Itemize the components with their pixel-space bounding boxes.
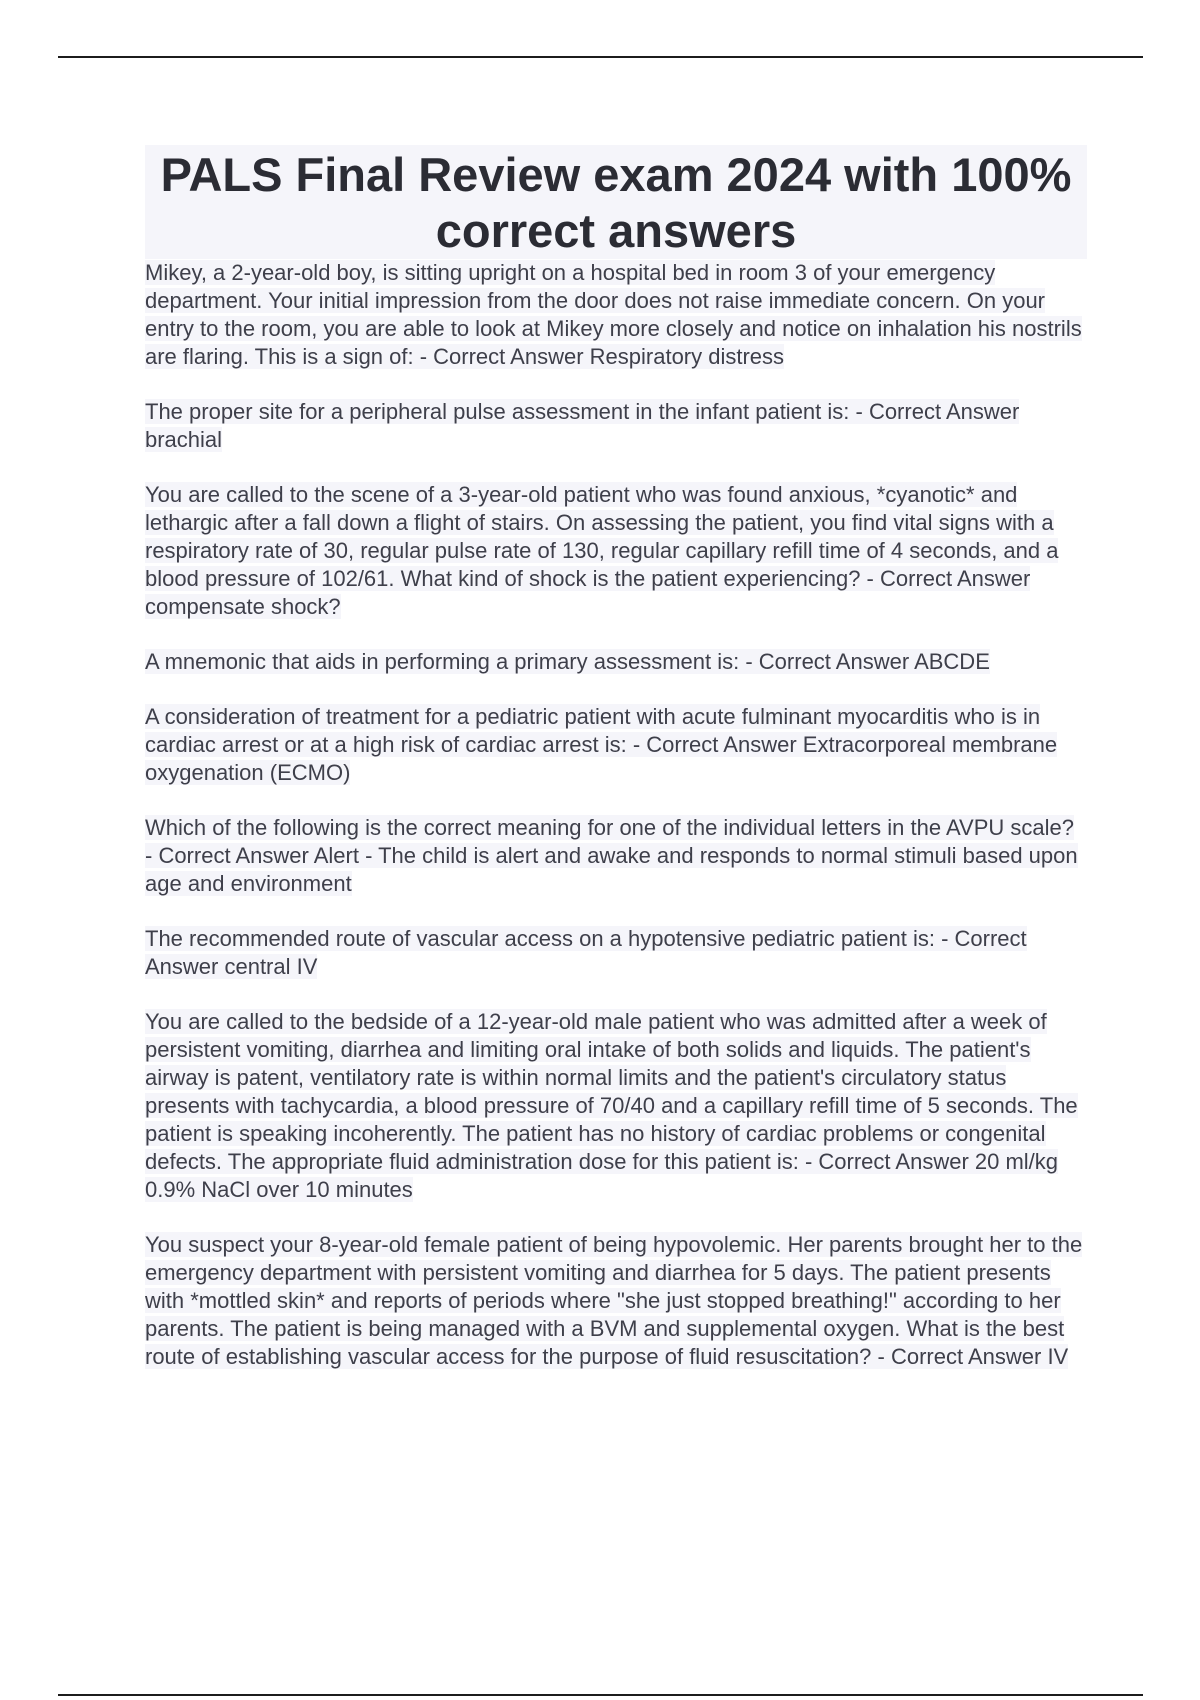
qa-entry: [145, 398, 1087, 454]
qa-text: You are called to the bedside of a 12-year-old male patient who was admitted after a week of persistent vomiting, diarrhea and limiting oral intake of both solids and liquids. The patient's airway is patent, ventilatory rate is within normal limits and the patient's circulatory status presents with tachycardia, a blood pressure of 70/40 and a capillary refill time of 5 seconds. The patient is speaking incoherently. The patient has no history of cardiac problems or congenital defects. The appropriate fluid administration dose for this patient is: - Correct Answer 20 ml/kg 0.9% NaCl over 10 minutes: [145, 1009, 1078, 1202]
qa-text: The proper site for a peripheral pulse assessment in the infant patient is: - Correct Answer brachial: [145, 399, 1020, 452]
qa-text: Mikey, a 2-year-old boy, is sitting upright on a hospital bed in room 3 of your emergency department. Your initial impression from the door does not raise immediate concern. On your entry to the room, you are able to look at Mikey more closely and notice on inhalation his nostrils are flaring. This is a sign of: - Correct Answer Respiratory distress: [145, 260, 1082, 369]
qa-entry: [145, 814, 1087, 898]
qa-entry: [145, 1008, 1087, 1204]
qa-entry: [145, 648, 1087, 676]
qa-text: A mnemonic that aids in performing a primary assessment is: - Correct Answer ABCDE: [145, 649, 990, 674]
qa-text: A consideration of treatment for a pediatric patient with acute fulminant myocarditis who is in cardiac arrest or at a high risk of cardiac arrest is: - Correct Answer Extracorporeal membrane oxygenation (ECMO): [145, 704, 1058, 785]
document-body: [145, 145, 1087, 1398]
bottom-rule: [58, 1694, 1143, 1696]
top-rule: [58, 56, 1143, 58]
document-title: PALS Final Review exam 2024 with 100% correct answers: [145, 145, 1087, 259]
qa-entry: [145, 925, 1087, 981]
qa-text: The recommended route of vascular access on a hypotensive pediatric patient is: - Correct Answer central IV: [145, 926, 1027, 979]
qa-entry: [145, 481, 1087, 621]
qa-entry: [145, 703, 1087, 787]
qa-text: Which of the following is the correct meaning for one of the individual letters in the AVPU scale? - Correct Answer Alert - The child is alert and awake and responds to normal stimuli based upon age and environment: [145, 815, 1078, 896]
qa-entry: [145, 1231, 1087, 1371]
qa-text: You are called to the scene of a 3-year-old patient who was found anxious, *cyanotic* and lethargic after a fall down a flight of stairs. On assessing the patient, you find vital signs with a respiratory rate of 30, regular pulse rate of 130, regular capillary refill time of 4 seconds, and a blood pressure of 102/61. What kind of shock is the patient experiencing? - Correct Answer compensate shock?: [145, 482, 1059, 619]
qa-entry: [145, 259, 1087, 371]
qa-text: You suspect your 8-year-old female patient of being hypovolemic. Her parents brought her to the emergency department with persistent vomiting and diarrhea for 5 days. The patient presents with *mottled skin* and reports of periods where "she just stopped breathing!" according to her parents. The patient is being managed with a BVM and supplemental oxygen. What is the best route of establishing vascular access for the purpose of fluid resuscitation? - Correct Answer IV: [145, 1232, 1083, 1369]
